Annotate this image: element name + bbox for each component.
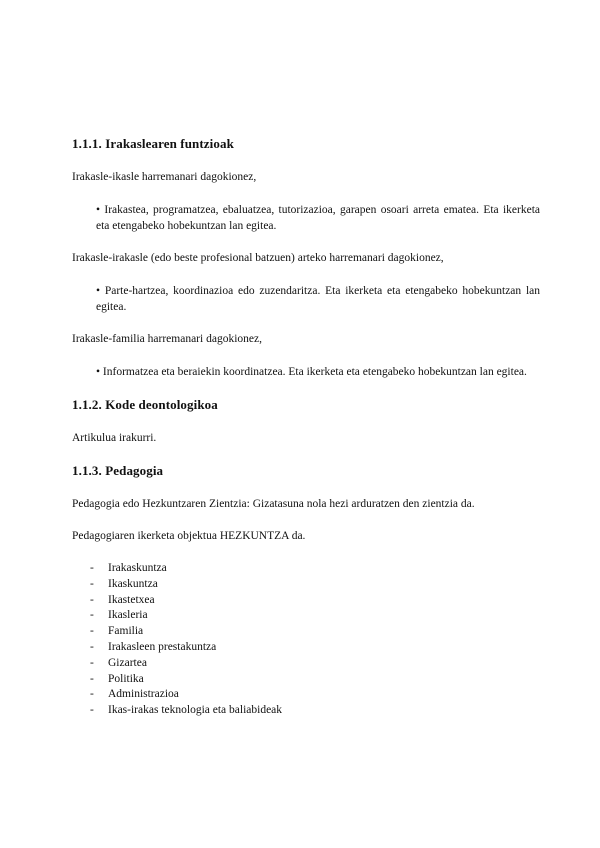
dash-symbol: -	[90, 688, 94, 701]
dash-symbol: -	[90, 625, 94, 638]
list-item	[90, 624, 540, 640]
bullet-text: Informatzea eta beraiekin koordinatzea. Eta ikerketa eta etengabeko hobekuntzan lan egitea.	[102, 366, 527, 378]
paragraph-pedagogia-definition: Pedagogia edo Hezkuntzaren Zientzia: Gizatasuna nola hezi arduratzen den zientzia da.	[72, 498, 475, 510]
dash-symbol: -	[90, 704, 94, 717]
bullet-item-2	[96, 283, 540, 315]
list-item	[90, 703, 540, 719]
list-item	[90, 656, 540, 672]
list-item	[90, 577, 540, 593]
dash-symbol: -	[90, 562, 94, 574]
bullet-text: Irakastea, programatzea, ebaluatzea, tutorizazioa, garapen osoari arreta ematea. Eta ikerketa eta etengabeko hobekuntzan lan egitea.	[96, 204, 541, 232]
list-item	[90, 672, 540, 688]
bullet-symbol: •	[96, 366, 101, 378]
dash-symbol: -	[90, 656, 94, 669]
list-item-text: Ikastetxea	[108, 593, 155, 606]
bullet-symbol: •	[96, 204, 101, 216]
list-item-text: Irakasleen prestakuntza	[108, 640, 217, 653]
section-heading-funtzioak: 1.1.1. Irakaslearen funtzioak	[72, 136, 234, 151]
list-item-text: Ikas-irakas teknologia eta baliabideak	[108, 704, 283, 717]
list-item-text: Ikasleria	[108, 609, 148, 622]
bullet-item-1	[96, 202, 540, 234]
paragraph-irakasle-familia: Irakasle-familia harremanari dagokionez,	[72, 333, 262, 345]
bullet-item-3	[96, 364, 540, 380]
list-item	[90, 608, 540, 624]
paragraph-artikulua: Artikulua irakurri.	[72, 432, 157, 444]
bullet-symbol: •	[96, 285, 101, 297]
list-item-text: Politika	[108, 672, 144, 685]
paragraph-irakasle-ikasle: Irakasle-ikasle harremanari dagokionez,	[72, 171, 257, 183]
list-item	[90, 687, 540, 703]
dash-symbol: -	[90, 672, 94, 685]
list-item	[90, 561, 540, 577]
list-item	[90, 640, 540, 656]
dash-symbol: -	[90, 593, 94, 606]
bullet-text: Parte-hartzea, koordinazioa edo zuzendaritza. Eta ikerketa eta etengabeko hobekuntzan lan egitea.	[96, 285, 541, 313]
dash-symbol: -	[90, 609, 94, 622]
document-content	[72, 136, 540, 719]
list-item-text: Administrazioa	[108, 688, 179, 701]
dash-symbol: -	[90, 640, 94, 653]
paragraph-ikerketa-objektua: Pedagogiaren ikerketa objektua HEZKUNTZA da.	[72, 530, 306, 542]
paragraph-irakasle-irakasle: Irakasle-irakasle (edo beste profesional batzuen) arteko harremanari dagokionez,	[72, 252, 444, 264]
list-item-text: Irakaskuntza	[108, 562, 167, 574]
section-heading-pedagogia: 1.1.3. Pedagogia	[72, 463, 164, 478]
dash-symbol: -	[90, 577, 94, 590]
list-item-text: Ikaskuntza	[108, 577, 158, 590]
list-item-text: Gizartea	[108, 656, 147, 669]
list-item	[90, 593, 540, 609]
list-item-text: Familia	[108, 625, 144, 638]
dash-list	[90, 561, 540, 719]
section-heading-kode-deontologikoa: 1.1.2. Kode deontologikoa	[72, 397, 218, 412]
